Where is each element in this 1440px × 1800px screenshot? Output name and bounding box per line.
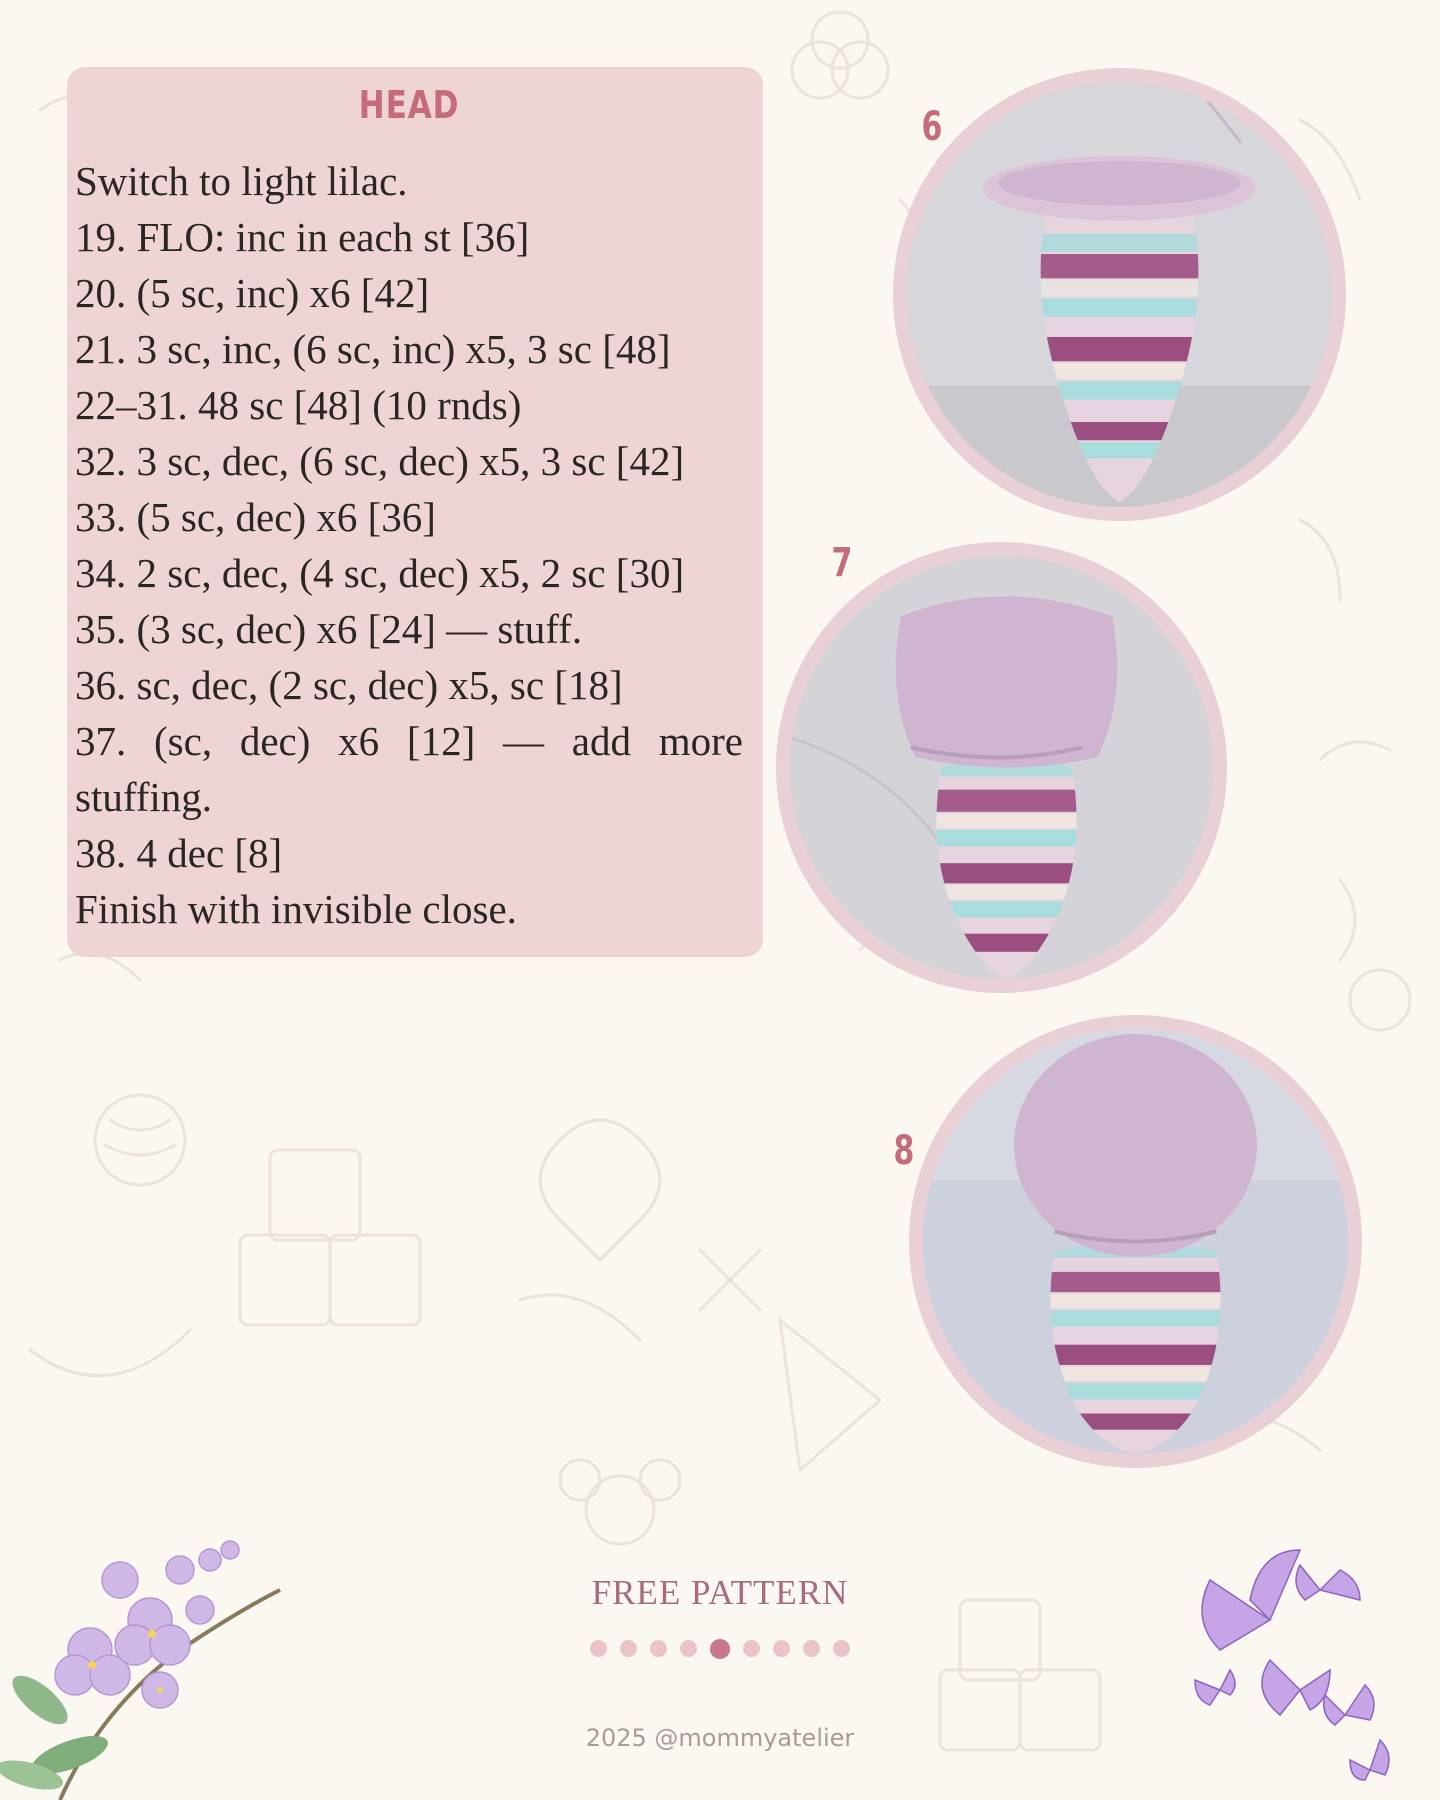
crochet-piece-image xyxy=(907,82,1332,507)
instruction-list xyxy=(75,153,743,937)
instruction-step: 21. 3 sc, inc, (6 sc, inc) x5, 3 sc [48] xyxy=(75,326,671,372)
instruction-step: 36. sc, dec, (2 sc, dec) x5, sc [18] xyxy=(75,662,623,708)
progress-photo-8 xyxy=(909,1015,1362,1468)
instruction-step: 33. (5 sc, dec) x6 [36] xyxy=(75,494,436,540)
section-title: HEAD xyxy=(358,83,460,127)
page-dot xyxy=(620,1640,637,1657)
page-dot xyxy=(650,1640,667,1657)
crochet-piece-image xyxy=(923,1029,1348,1454)
page-dot xyxy=(833,1640,850,1657)
page-indicator xyxy=(0,1638,1440,1659)
crochet-piece-image xyxy=(790,556,1213,979)
photo-step-number: 8 xyxy=(893,1128,915,1174)
instruction-step: 34. 2 sc, dec, (4 sc, dec) x5, 2 sc [30] xyxy=(75,550,685,596)
page-dot xyxy=(773,1640,790,1657)
instruction-step: 20. (5 sc, inc) x6 [42] xyxy=(75,270,430,316)
instruction-step: 19. FLO: inc in each st [36] xyxy=(75,214,530,260)
instruction-step: 38. 4 dec [8] xyxy=(75,830,283,876)
page-dot xyxy=(710,1639,730,1659)
instruction-step: 22–31. 48 sc [48] (10 rnds) xyxy=(75,382,522,428)
instruction-step: 35. (3 sc, dec) x6 [24] — stuff. xyxy=(75,606,583,652)
page-dot xyxy=(680,1640,697,1657)
instruction-step: 32. 3 sc, dec, (6 sc, dec) x5, 3 sc [42] xyxy=(75,438,685,484)
page-dot xyxy=(803,1640,820,1657)
progress-photo-7 xyxy=(776,542,1227,993)
head-instructions-card xyxy=(67,67,763,957)
photo-step-number: 7 xyxy=(831,540,853,586)
page-dot xyxy=(590,1640,607,1657)
footer-credit: 2025 @mommyatelier xyxy=(585,1724,855,1752)
photo-step-number: 6 xyxy=(921,104,943,150)
instruction-step: Finish with invisible close. xyxy=(75,886,517,932)
instruction-step: Switch to light lilac. xyxy=(75,158,408,204)
instruction-step: 37. (sc, dec) x6 [12] — add more stuffing. xyxy=(75,718,743,820)
progress-photo-6 xyxy=(893,68,1346,521)
butterflies-illustration xyxy=(1180,1530,1440,1800)
footer-title: FREE PATTERN xyxy=(591,1573,849,1612)
page-dot xyxy=(743,1640,760,1657)
